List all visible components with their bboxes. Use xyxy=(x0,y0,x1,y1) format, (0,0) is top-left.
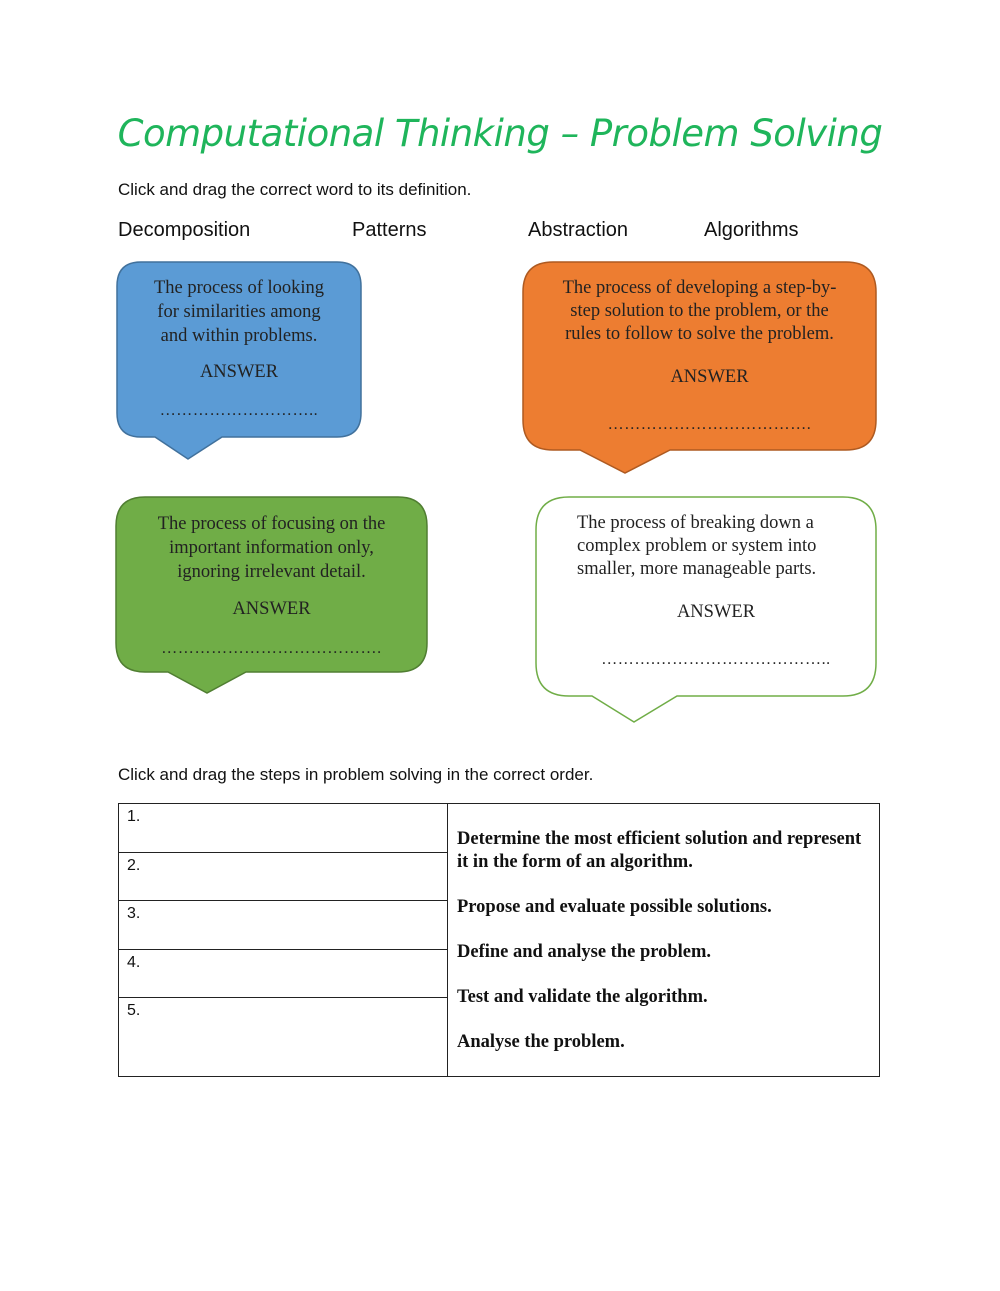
answer-label: ANSWER xyxy=(199,362,279,382)
bubble-definition-decomposition: The process of breaking down a complex problem or system into smaller, more manageable parts. xyxy=(577,513,817,579)
steps-table xyxy=(118,803,880,1077)
answer-label: ANSWER xyxy=(676,602,756,622)
step-option[interactable]: Analyse the problem. xyxy=(457,1032,625,1052)
step-option[interactable]: Test and validate the algorithm. xyxy=(457,987,708,1007)
step-option[interactable]: Propose and evaluate possible solutions. xyxy=(457,897,772,917)
bubble-definition-abstraction: The process of focusing on the important information only, ignoring irrelevant detail. xyxy=(157,514,386,582)
step-option[interactable]: Define and analyse the problem. xyxy=(457,942,712,962)
step-options xyxy=(448,804,880,1077)
bubble-definition-patterns: The process of looking for similarities among and within problems. xyxy=(153,278,325,346)
step-slot-1[interactable]: 1. xyxy=(119,804,448,853)
word-abstraction[interactable]: Abstraction xyxy=(528,219,629,241)
answer-label: ANSWER xyxy=(670,367,749,387)
step-slot-4[interactable]: 4. xyxy=(119,949,448,998)
step-option[interactable]: Determine the most efficient solution and represent it in the form of an algorithm. xyxy=(457,829,862,872)
word-algorithms[interactable]: Algorithms xyxy=(704,219,799,241)
answer-label: ANSWER xyxy=(232,599,311,619)
word-decomposition[interactable]: Decomposition xyxy=(118,219,251,241)
step-slot-3[interactable]: 3. xyxy=(119,901,448,950)
step-slot-5[interactable]: 5. xyxy=(119,998,448,1077)
answer-slot-algorithms[interactable]: ………………………………. xyxy=(607,416,812,433)
word-patterns[interactable]: Patterns xyxy=(352,219,427,241)
bubble-definition-algorithms: The process of developing a step-by- step solution to the problem, or the rules to follow to solve the problem. xyxy=(562,278,837,344)
answer-slot-decomposition[interactable]: ……….………………………….. xyxy=(601,651,831,668)
step-slot-2[interactable]: 2. xyxy=(119,852,448,901)
answer-slot-patterns[interactable]: ……………………….. xyxy=(159,402,319,419)
definitions-instruction: Click and drag the correct word to its definition. xyxy=(118,180,472,199)
steps-instruction: Click and drag the steps in problem solving in the correct order. xyxy=(118,765,594,784)
answer-slot-abstraction[interactable]: …………………………………. xyxy=(161,640,382,657)
page-title: Computational Thinking – Problem Solving xyxy=(117,112,883,155)
